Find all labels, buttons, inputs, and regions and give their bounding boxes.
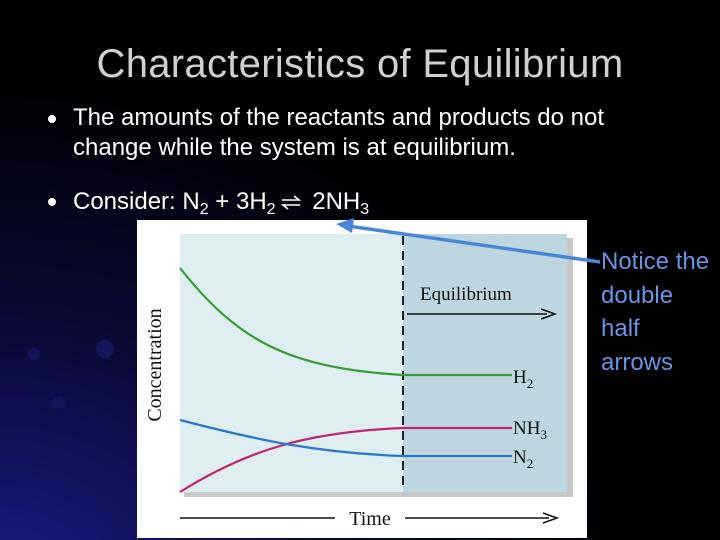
callout-notice: Notice the double half arrows — [601, 248, 710, 376]
reactant-n2-subscript: 2 — [199, 201, 209, 218]
product-nh3-subscript: 3 — [360, 201, 370, 218]
reaction-prefix: Consider: — [73, 188, 183, 215]
equilibrium-label: Equilibrium — [420, 284, 512, 305]
h2-label-text: H — [513, 367, 527, 388]
decorative-dot — [28, 348, 40, 360]
y-axis-label: Concentration — [144, 308, 166, 422]
decorative-dot — [52, 396, 66, 410]
slide-title: Characteristics of Equilibrium — [96, 42, 624, 86]
concentration-time-graph — [137, 220, 587, 538]
reactant-h2-subscript: 2 — [266, 201, 276, 218]
reactant-h2: + 3H — [208, 188, 267, 215]
nh3-label-text: NH — [513, 418, 541, 439]
decorative-dot — [96, 340, 114, 358]
bullet-marker — [48, 115, 56, 123]
bullet-reaction — [73, 187, 369, 219]
bullet-statement — [73, 103, 673, 163]
reactant-n2: N — [182, 188, 200, 215]
nh3-label-subscript: 3 — [540, 427, 547, 442]
n2-label-subscript: 2 — [526, 456, 534, 471]
bullet-statement-text: The amounts of the reactants and products do not change while the system is at equilibrium. — [73, 104, 604, 161]
equilibrium-region — [403, 234, 567, 492]
plot-shadow-right — [567, 238, 573, 496]
product-nh3: 2NH — [305, 188, 361, 215]
equilibrium-figure — [137, 220, 587, 538]
bullet-marker — [48, 198, 56, 206]
plot-shadow-bottom — [184, 492, 573, 497]
h2-label-subscript: 2 — [526, 376, 534, 391]
equilibrium-half-arrows-icon — [280, 189, 302, 219]
x-axis-label: Time — [349, 508, 391, 530]
n2-label-text: N — [513, 447, 527, 468]
